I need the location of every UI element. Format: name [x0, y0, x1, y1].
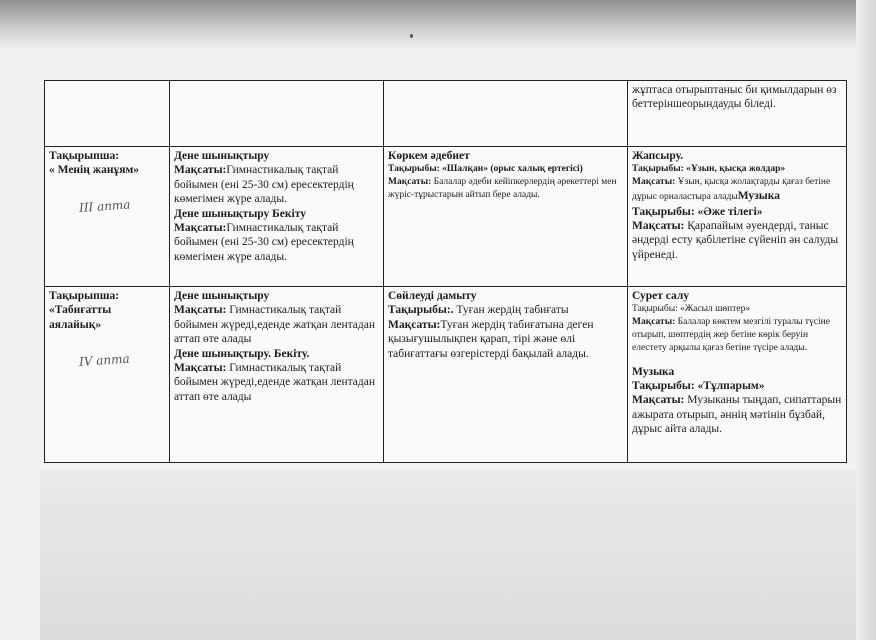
topic-line: Тақырыбы: «Тұлпарым»: [632, 380, 765, 392]
goal-text: Мақсаты: Гимнастикалық тақтай бойымен жүреді,еденде жатқан лентадан аттап өте алады: [174, 361, 375, 403]
goal-text: Мақсаты:Гимнастикалық тақтай бойымен (ені 25-30 см) ересектердің көмегімен жүре алады.: [174, 164, 354, 206]
topic-line: Тақырыбы:. Туған жердің табиғаты: [388, 304, 569, 317]
table-cell: [170, 147, 384, 287]
table-cell: [170, 81, 384, 147]
goal-text: Мақсаты: Гимнастикалық тақтай бойымен жүреді,еденде жатқан лентадан аттап өте алады: [174, 304, 375, 346]
subject-title: Музыка: [632, 365, 675, 378]
goal-text: Мақсаты: Балалар көктем мезгілі туралы түсіне отырып, шөптердің жер бетіне көрік беруін елестету арқылы қағаз бетіне түсіре алады.: [632, 317, 830, 353]
scan-top-shadow: [0, 0, 876, 48]
table-cell: [170, 287, 384, 463]
topic-line: Тақырыбы: «Шалқан» (орыс халық ертегісі): [388, 164, 583, 175]
goal-text: Мақсаты: Қарапайым әуендерді, таныс әндерді есту қабілетіне сүйеніп ән салуды үйренеді.: [632, 219, 839, 261]
goal-text: Мақсаты: Музыканы тыңдап, сипаттарын ажырата отырып, әннің мәтінін бұзбай, дұрыс айта алады.: [632, 394, 842, 436]
week-handwritten: IV апта: [78, 351, 131, 370]
topic-label: Тақырыпша:: [49, 290, 120, 302]
topic-cell: [45, 287, 170, 463]
subject-title: Дене шынықтыру Бекіту: [174, 207, 306, 220]
subject-title: Сурет салу: [632, 290, 690, 302]
table-cell: [628, 81, 847, 147]
subject-title: Дене шынықтыру: [174, 150, 270, 162]
topic-line: Тақырыбы: «Әже тілегі»: [632, 205, 763, 218]
table-cell: [384, 81, 628, 147]
topic-name: « Менің жанұям»: [49, 164, 140, 177]
topic-line: Тақырыбы: «Жасыл шөптер»: [632, 304, 751, 315]
subject-title: Дене шынықтыру: [174, 290, 270, 302]
table-cell: [45, 81, 170, 147]
subject-title: Жапсыру.: [632, 150, 684, 162]
cell-text: жұптаса отырыптаныс би қимылдарын өз беттеріншеорындауды біледі.: [632, 84, 837, 111]
topic-cell: [45, 147, 170, 287]
goal-text: Мақсаты: Балалар әдеби кейіпкерлердің әрекеттері мен жүріс-тұрыстарын айтып бере алады.: [388, 177, 617, 200]
lesson-plan-table: [44, 80, 847, 463]
scan-bleed-through: [40, 470, 870, 640]
subject-title: Сөйлеуді дамыту: [388, 290, 477, 302]
topic-label: Тақырыпша:: [49, 150, 120, 162]
table-row: [45, 147, 847, 287]
topic-line: Тақырыбы: «Ұзын, қысқа жолдар»: [632, 164, 786, 175]
table-cell: [628, 287, 847, 463]
topic-name: «Табиғатты аялайық»: [49, 304, 112, 331]
scan-speck: [410, 34, 413, 38]
table-row: [45, 287, 847, 463]
table-cell: [384, 147, 628, 287]
table-cell: [384, 287, 628, 463]
subject-title: Көркем әдебиет: [388, 150, 470, 162]
scan-right-edge: [856, 0, 876, 640]
table-cell: [628, 147, 847, 287]
table-row: [45, 81, 847, 147]
subject-title: Дене шынықтыру. Бекіту.: [174, 347, 310, 360]
goal-text: Мақсаты:Туған жердің табиғатына деген қызығушылықпен қарап, тірі және өлі табиғаттағы өзгерістерді бақылай алады.: [388, 318, 594, 360]
week-handwritten: III апта: [78, 197, 131, 215]
goal-text: Мақсаты: Ұзын, қысқа жолақтарды қағаз бетіне дұрыс орналастыра аладыМузыка: [632, 177, 831, 202]
goal-text: Мақсаты:Гимнастикалық тақтай бойымен (ені 25-30 см) ересектердің көмегімен жүре алады.: [174, 221, 354, 263]
